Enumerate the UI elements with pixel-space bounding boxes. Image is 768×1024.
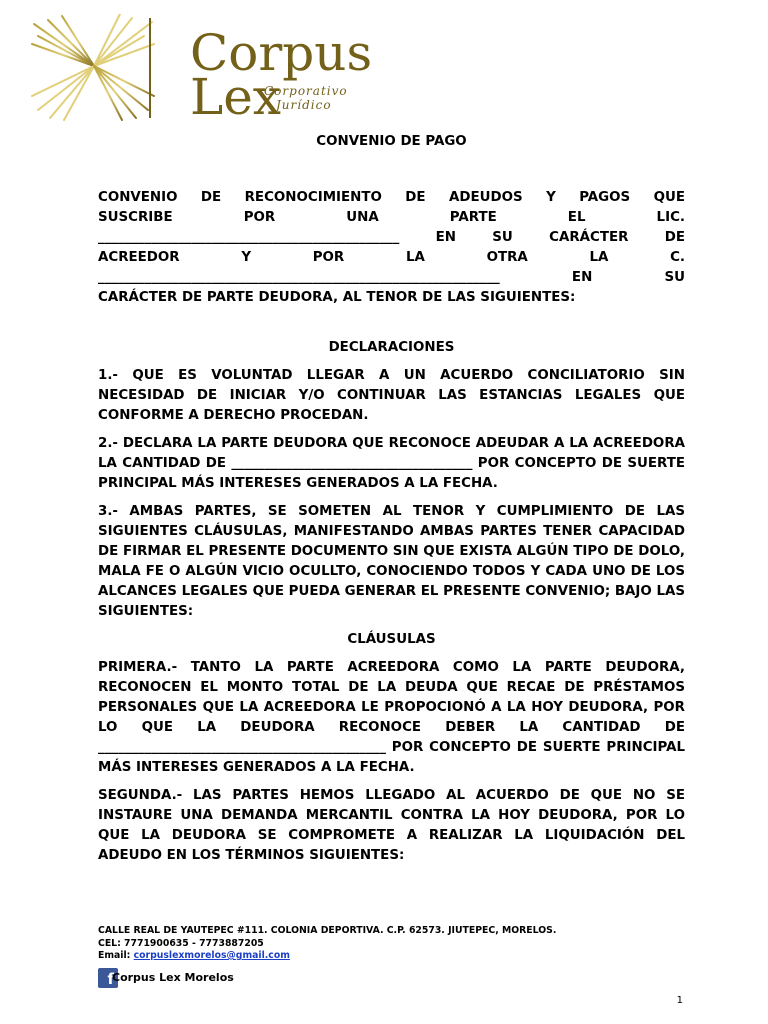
clausula-item: SEGUNDA.- LAS PARTES HEMOS LLEGADO AL ACUERDO DE QUE NO SE INSTAURE UNA DEMANDA MERCANTIL CONTRA LA HOY DEUDORA, POR LO QUE LA DEUDORA SE COMPROMETE A REALIZAR LA LIQUIDACIÓN DEL ADEUDO EN LOS TÉRMINOS SIGUIENTES: [98,788,685,863]
intro-line: _____________________________________________ EN SU CARÁCTER DE [98,230,685,245]
document-title: CONVENIO DE PAGO [316,134,467,149]
footer-email-link[interactable]: corpuslexmorelos@gmail.com [133,950,290,961]
intro-line: ____________________________________________________________ EN SU [98,270,685,285]
logo-lex-text: Lex [190,68,281,126]
intro-line: SUSCRIBE POR UNA PARTE EL LIC. [98,210,685,225]
declaraciones-heading: DECLARACIONES [328,340,455,355]
declaracion-item: 2.- DECLARA LA PARTE DEUDORA QUE RECONOCE ADEUDAR A LA ACREEDORA LA CANTIDAD DE ____________________________________ POR CONCEPTO DE SUERTE PRINCIPAL MÁS INTERESES GENERADOS A LA FECHA. [98,436,685,491]
logo-subtitle-1: Corporativo [264,84,348,98]
intro-line: ACREEDOR Y POR LA OTRA LA C. [98,250,685,265]
intro-paragraph [98,188,685,308]
intro-line: CONVENIO DE RECONOCIMIENTO DE ADEUDOS Y PAGOS QUE [98,190,685,205]
clausulas-heading: CLÁUSULAS [347,632,436,647]
footer-phone: CEL: 7771900635 - 7773887205 [98,937,264,949]
logo-corpus-text: Corpus [190,24,373,82]
footer-address: CALLE REAL DE YAUTEPEC #111. COLONIA DEPORTIVA. C.P. 62573. JIUTEPEC, MORELOS. [98,925,557,936]
clausula-item: PRIMERA.- TANTO LA PARTE ACREEDORA COMO LA PARTE DEUDORA, RECONOCEN EL MONTO TOTAL DE LA DEUDA QUE RECAE DE PRÉSTAMOS PERSONALES QUE LA ACREEDORA LE PROPOCIONÓ A LA HOY DEUDORA, POR LO QUE LA DEUDORA RECONOCE DEBER LA CANTIDAD DE ___________________________________________ POR CONCEPTO DE SUERTE PRINCIPAL MÁS INTERESES GENERADOS A LA FECHA. [98,660,685,775]
declaraciones-section [98,338,685,866]
facebook-label[interactable]: Corpus Lex Morelos [112,971,234,984]
intro-line: CARÁCTER DE PARTE DEUDORA, AL TENOR DE LAS SIGUIENTES: [98,290,576,305]
logo-subtitle-2: Jurídico [276,98,332,112]
company-logo [28,14,373,126]
page-footer [98,925,718,963]
declaracion-item: 1.- QUE ES VOLUNTAD LLEGAR A UN ACUERDO CONCILIATORIO SIN NECESIDAD DE INICIAR Y/O CONTINUAR LAS ESTANCIAS LEGALES QUE CONFORME A DERECHO PROCEDAN. [98,368,685,423]
declaracion-item: 3.- AMBAS PARTES, SE SOMETEN AL TENOR Y CUMPLIMIENTO DE LAS SIGUIENTES CLÁUSULAS, MANIFESTANDO AMBAS PARTES TENER CAPACIDAD DE FIRMAR EL PRESENTE DOCUMENTO SIN QUE EXISTA ALGÚN TIPO DE DOLO, MALA FE O ALGÚN VICIO OCULLTO, CONOCIENDO TODOS Y CADA UNO DE LOS ALCANCES LEGALES QUE PUEDA GENERAR EL PRESENTE CONVENIO; BAJO LAS SIGUIENTES: [98,504,685,619]
page-number: 1 [676,995,683,1006]
facebook-icon[interactable]: f [98,968,118,988]
footer-email-row [98,950,718,963]
footer-email-label: Email: [98,950,134,961]
